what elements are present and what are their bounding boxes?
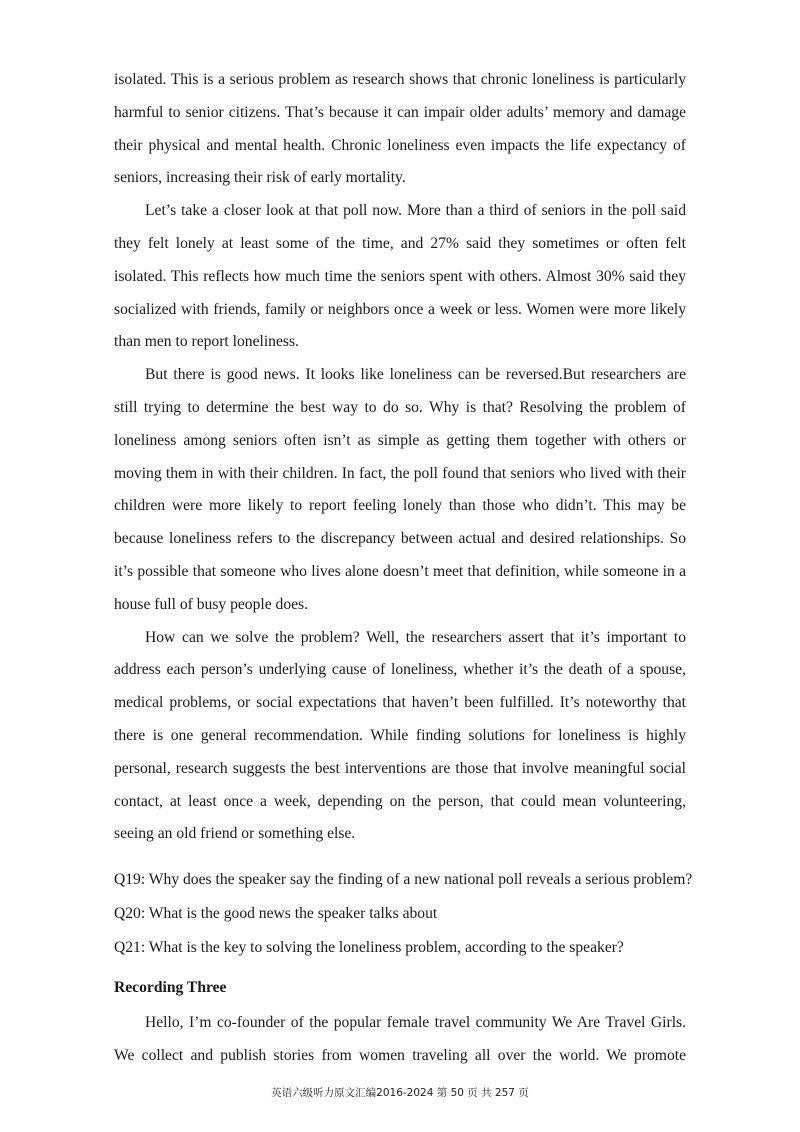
- paragraph-2: Let’s take a closer look at that poll now. More than a third of seniors in the poll said they felt lonely at least some of the time, and 27% said they sometimes or often felt isolated. This reflects how much time the seniors spent with others. Almost 30% said they socialized with friends, family or neighbors once a week or less. Women were more likely than men to report loneliness.: [114, 202, 686, 351]
- question-20: Q20: What is the good news the speaker talks about: [114, 905, 438, 923]
- section-paragraph: Hello, I’m co-founder of the popular female travel community We Are Travel Girls. We collect and publish stories from women traveling all over the world. We promote: [114, 1014, 686, 1064]
- section-heading: Recording Three: [114, 979, 227, 997]
- paragraph-1: isolated. This is a serious problem as research shows that chronic loneliness is particularly harmful to senior citizens. That’s because it can impair older adults’ memory and damage their physical and mental health. Chronic loneliness even impacts the life expectancy of seniors, increasing their risk of early mortality.: [114, 71, 686, 187]
- question-19: Q19: Why does the speaker say the finding of a new national poll reveals a serious problem?: [114, 871, 693, 889]
- question-21: Q21: What is the key to solving the loneliness problem, according to the speaker?: [114, 939, 624, 957]
- question-list: [114, 863, 693, 965]
- paragraph-4: How can we solve the problem? Well, the researchers assert that it’s important to address each person’s underlying cause of loneliness, whether it’s the death of a spouse, medical problems, or social expectations that haven’t been fulfilled. It’s noteworthy that there is one general recommendation. While finding solutions for loneliness is highly personal, research suggests the best interventions are those that involve meaningful social contact, at least once a week, depending on the person, that could mean volunteering, seeing an old friend or something else.: [114, 628, 686, 843]
- page-footer: 英语六级听力原文汇编2016-2024 第 50 页 共 257 页: [271, 1087, 529, 1099]
- paragraph-3: But there is good news. It looks like loneliness can be reversed.But researchers are still trying to determine the best way to do so. Why is that? Resolving the problem of loneliness among seniors often isn’t as simple as getting them together with others or moving them in with their children. In fact, the poll found that seniors who lived with their children were more likely to report feeling lonely than those who didn’t. This may be because loneliness refers to the discrepancy between actual and desired relationships. So it’s possible that someone who lives alone doesn’t meet that definition, while someone in a house full of busy people does.: [114, 366, 686, 613]
- document-page: [114, 64, 693, 1073]
